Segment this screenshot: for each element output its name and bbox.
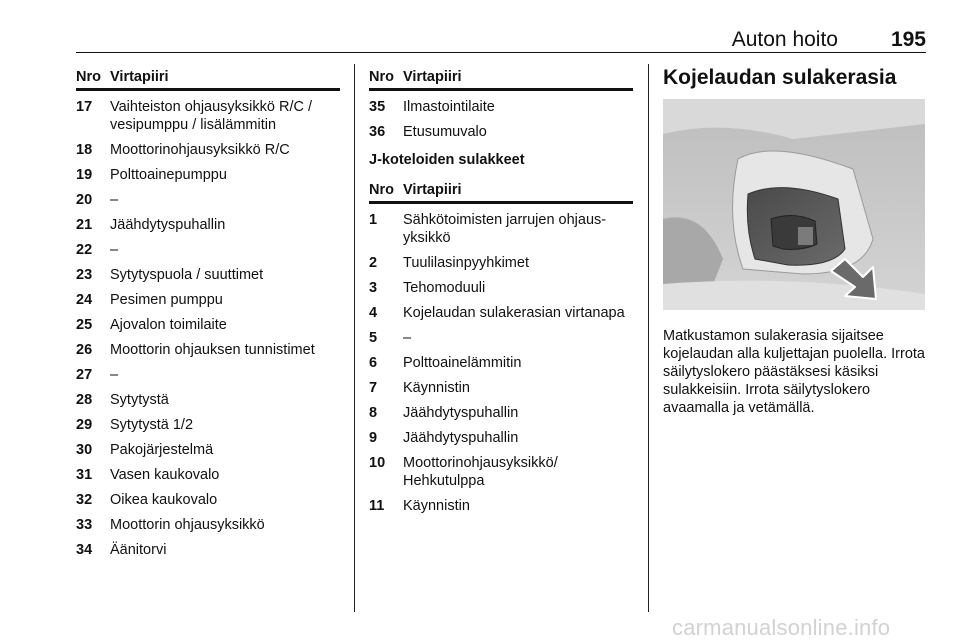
table-row [76,459,340,484]
table-row [369,322,633,347]
fuse-number: 29 [76,417,93,433]
table-row [369,372,633,397]
fuse-circuit: Pakojärjestelmä [110,442,214,458]
fuse-circuit: Käynnistin [403,380,470,396]
fuse-circuit: – [110,367,119,383]
fuse-number: 35 [369,99,386,115]
fuse-circuit: – [110,192,119,208]
fuse-circuit: Käynnistin [403,498,470,514]
fuse-number: 1 [369,212,378,228]
table-row [369,397,633,422]
fuse-number: 2 [369,255,378,271]
table-row [369,116,633,141]
table-row [369,204,633,247]
fuse-circuit: Oikea kaukovalo [110,492,218,508]
fuse-circuit: Äänitorvi [110,542,167,558]
header-circuit: Virtapiiri [110,69,169,85]
fuse-number: 28 [76,392,93,408]
table-row [76,259,340,284]
table-row [369,422,633,447]
fuse-circuit: Kojelaudan sulakerasian virtanapa [403,305,625,321]
table-row [76,159,340,184]
table-row [76,409,340,434]
table-row [76,334,340,359]
fuse-number: 4 [369,305,378,321]
table-row [76,309,340,334]
table-row [76,434,340,459]
fuse-box-illustration [663,99,925,310]
table-row [369,447,633,490]
j-case-heading: J-koteloiden sulakkeet [369,152,525,168]
table-row [76,509,340,534]
fuse-table-j-case [369,181,633,515]
table-row [76,384,340,409]
table-row [76,91,340,134]
page-number: 195 [890,28,926,51]
fuse-circuit: Jäähdytyspuhallin [110,217,226,233]
fuse-circuit: Moottorin ohjauksen tunnistimet [110,342,315,358]
fuse-circuit: – [403,330,412,346]
page-header [76,26,926,50]
table-row [369,490,633,515]
column-divider [648,64,649,612]
table-rows [76,91,340,559]
table-row [76,234,340,259]
fuse-number: 27 [76,367,93,383]
fuse-number: 6 [369,355,378,371]
fuse-table-main-2 [369,68,633,141]
dashboard-storage-drawing [663,99,925,310]
header-nro: Nro [76,69,101,85]
fuse-number: 10 [369,455,386,471]
fuse-circuit: Pesimen pumppu [110,292,223,308]
fuse-circuit: – [110,242,119,258]
table-row [369,297,633,322]
header-circuit: Virtapiiri [403,69,462,85]
fuse-number: 21 [76,217,93,233]
fuse-circuit: Tehomoduuli [403,280,486,296]
fuse-table-main-1 [76,68,340,559]
table-rows [369,204,633,515]
fuse-circuit: Jäähdytyspuhallin [403,405,519,421]
fuse-number: 33 [76,517,93,533]
fuse-circuit: Polttoainepumppu [110,167,227,183]
fuse-number: 32 [76,492,93,508]
fuse-number: 26 [76,342,93,358]
fuse-circuit: Moottorin ohjausyksikkö [110,517,265,533]
column-divider [354,64,355,612]
watermark: carmanualsonline.info [672,615,891,640]
fuse-number: 34 [76,542,93,558]
header-rule [76,52,926,53]
table-row [369,272,633,297]
fuse-number: 20 [76,192,93,208]
table-row [76,184,340,209]
table-row [76,484,340,509]
fuse-circuit: Ajovalon toimilaite [110,317,227,333]
header-circuit: Virtapiiri [403,182,462,198]
fuse-circuit: Moottorinohjausyksikkö/ Hehkutulppa [403,455,558,489]
header-title: Auton hoito [731,28,838,51]
fuse-number: 5 [369,330,378,346]
fuse-number: 7 [369,380,378,396]
fuse-circuit: Moottorinohjausyksikkö R/C [110,142,290,158]
table-row [369,347,633,372]
table-row [76,359,340,384]
fuse-number: 24 [76,292,93,308]
fuse-circuit: Sytytystä [110,392,169,408]
table-header [369,68,633,91]
fuse-number: 30 [76,442,93,458]
fuse-number: 3 [369,280,378,296]
fuse-number: 23 [76,267,93,283]
header-nro: Nro [369,182,394,198]
table-rows [369,91,633,141]
table-row [76,534,340,559]
table-row [76,209,340,234]
fuse-number: 31 [76,467,93,483]
fuse-circuit: Vaihteiston ohjausyksikkö R/C / vesipumppu / lisälämmitin [110,99,313,133]
table-row [369,247,633,272]
fuse-number: 8 [369,405,378,421]
table-row [76,284,340,309]
table-header [369,181,633,204]
fuse-number: 25 [76,317,93,333]
fuse-circuit: Jäähdytyspuhallin [403,430,519,446]
fuse-circuit: Sytytyspuola / suuttimet [110,267,264,283]
fuse-circuit: Vasen kaukovalo [110,467,220,483]
header-nro: Nro [369,69,394,85]
fuse-circuit: Sähkötoimisten jarrujen ohjausyksikkö [403,212,607,246]
section-paragraph: Matkustamon sulakerasia sijaitsee kojelaudan alla kuljettajan puolella. Irrota säilytyslokero päästäksesi käsiksi sulakkeisiin. Irrota säilytyslokero avaamalla ja vetämällä. [663,328,925,416]
fuse-number: 11 [369,498,385,514]
fuse-circuit: Polttoainelämmitin [403,355,522,371]
fuse-number: 17 [76,99,93,115]
section-title: Kojelaudan sulakerasia [663,66,897,89]
fuse-number: 9 [369,430,378,446]
fuse-number: 18 [76,142,93,158]
fuse-circuit: Ilmastointilaite [403,99,495,115]
fuse-number: 22 [76,242,93,258]
table-row [369,91,633,116]
fuse-circuit: Sytytystä 1/2 [110,417,194,433]
fuse-circuit: Tuulilasinpyyhkimet [403,255,529,271]
fuse-number: 19 [76,167,93,183]
fuse-circuit: Etusumuvalo [403,124,487,140]
table-header [76,68,340,91]
fuse-number: 36 [369,124,386,140]
table-row [76,134,340,159]
